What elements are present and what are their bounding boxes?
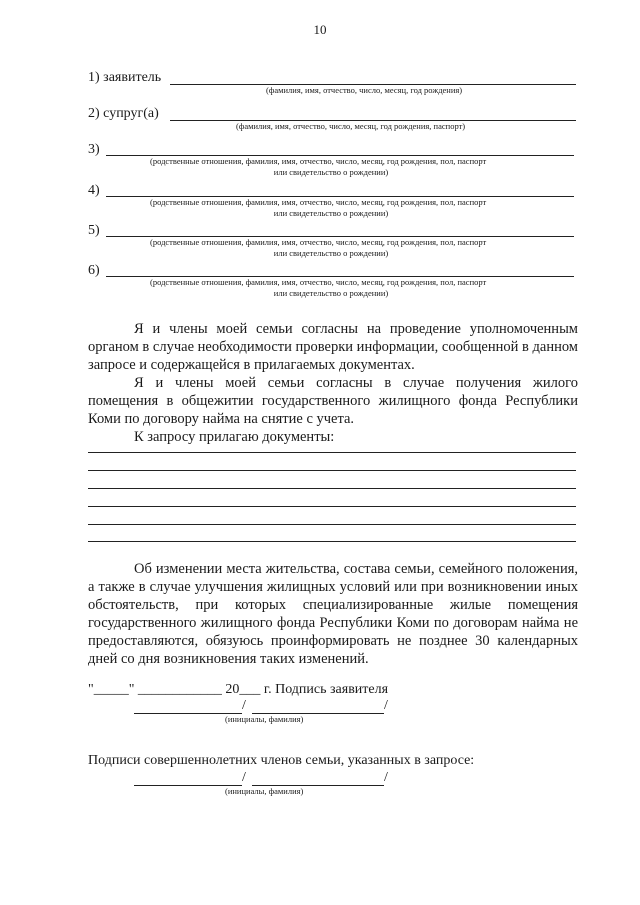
- spouse-label: 2) супруг(а): [88, 106, 159, 121]
- consent-deregistration: Я и члены моей семьи согласны в случае получения жилого помещения в общежитии государственного жилищного фонда Республики Коми по договору найма на снятие с учета.: [88, 375, 578, 427]
- member-4-label: 4): [88, 183, 100, 198]
- consent-verification: Я и члены моей семьи согласны на проведение уполномоченным органом в случае необходимости проверки информации, сообщенной в данном запросе и содержащейся в прилагаемых документах.: [88, 321, 578, 373]
- member-6-label: 6): [88, 263, 100, 278]
- page-number: 10: [313, 22, 327, 37]
- obligation-paragraph: Об изменении места жительства, состава семьи, семейного положения, а также в случае улучшения жилищных условий или при возникновении иных обстоятельств, при которых специализированные жилые помещения государственного жилищного фонда Республики Коми по договорам найма не предоставляются, обязуюсь проинформировать не позднее 30 календарных дней со дня возникновения таких изменений.: [88, 561, 578, 667]
- member-6-hint-2: или свидетельство о рождении): [273, 288, 389, 298]
- applicant-signature-hint: (инициалы, фамилия): [225, 714, 304, 724]
- documents-attached-label: К запросу прилагаю документы:: [134, 429, 335, 445]
- family-signature-hint: (инициалы, фамилия): [225, 786, 304, 796]
- member-4-hint: (родственные отношения, фамилия, имя, отчество, число, месяц, год рождения, пол, паспорт: [150, 197, 487, 207]
- document-line-1[interactable]: [88, 452, 576, 453]
- consent-block: [88, 320, 578, 446]
- document-line-6[interactable]: [88, 541, 576, 542]
- member-5-hint-2: или свидетельство о рождении): [273, 248, 389, 258]
- obligation-block: [88, 560, 578, 668]
- document-line-5[interactable]: [88, 524, 576, 525]
- applicant-hint: (фамилия, имя, отчество, число, месяц, год рождения): [266, 85, 463, 95]
- family-signatures-title: Подписи совершеннолетних членов семьи, указанных в запросе:: [88, 753, 475, 768]
- member-6-hint: (родственные отношения, фамилия, имя, отчество, число, месяц, год рождения, пол, паспорт: [150, 277, 487, 287]
- spouse-hint: (фамилия, имя, отчество, число, месяц, год рождения, паспорт): [236, 121, 466, 131]
- member-3-hint-2: или свидетельство о рождении): [273, 167, 389, 177]
- applicant-signature-date[interactable]: "_____" ____________ 20___ г. Подпись заявителя: [88, 682, 389, 697]
- member-3-label: 3): [88, 142, 100, 157]
- document-line-4[interactable]: [88, 506, 576, 507]
- member-5-hint: (родственные отношения, фамилия, имя, отчество, число, месяц, год рождения, пол, паспорт: [150, 237, 487, 247]
- family-name-slash: /: [384, 770, 388, 785]
- applicant-name-slash: /: [384, 698, 388, 713]
- family-signature-slash: /: [242, 770, 246, 785]
- member-5-label: 5): [88, 223, 100, 238]
- member-4-hint-2: или свидетельство о рождении): [273, 208, 389, 218]
- member-3-hint: (родственные отношения, фамилия, имя, отчество, число, месяц, год рождения, пол, паспорт: [150, 156, 487, 166]
- applicant-label: 1) заявитель: [88, 70, 162, 85]
- applicant-signature-slash: /: [242, 698, 246, 713]
- document-line-3[interactable]: [88, 488, 576, 489]
- document-line-2[interactable]: [88, 470, 576, 471]
